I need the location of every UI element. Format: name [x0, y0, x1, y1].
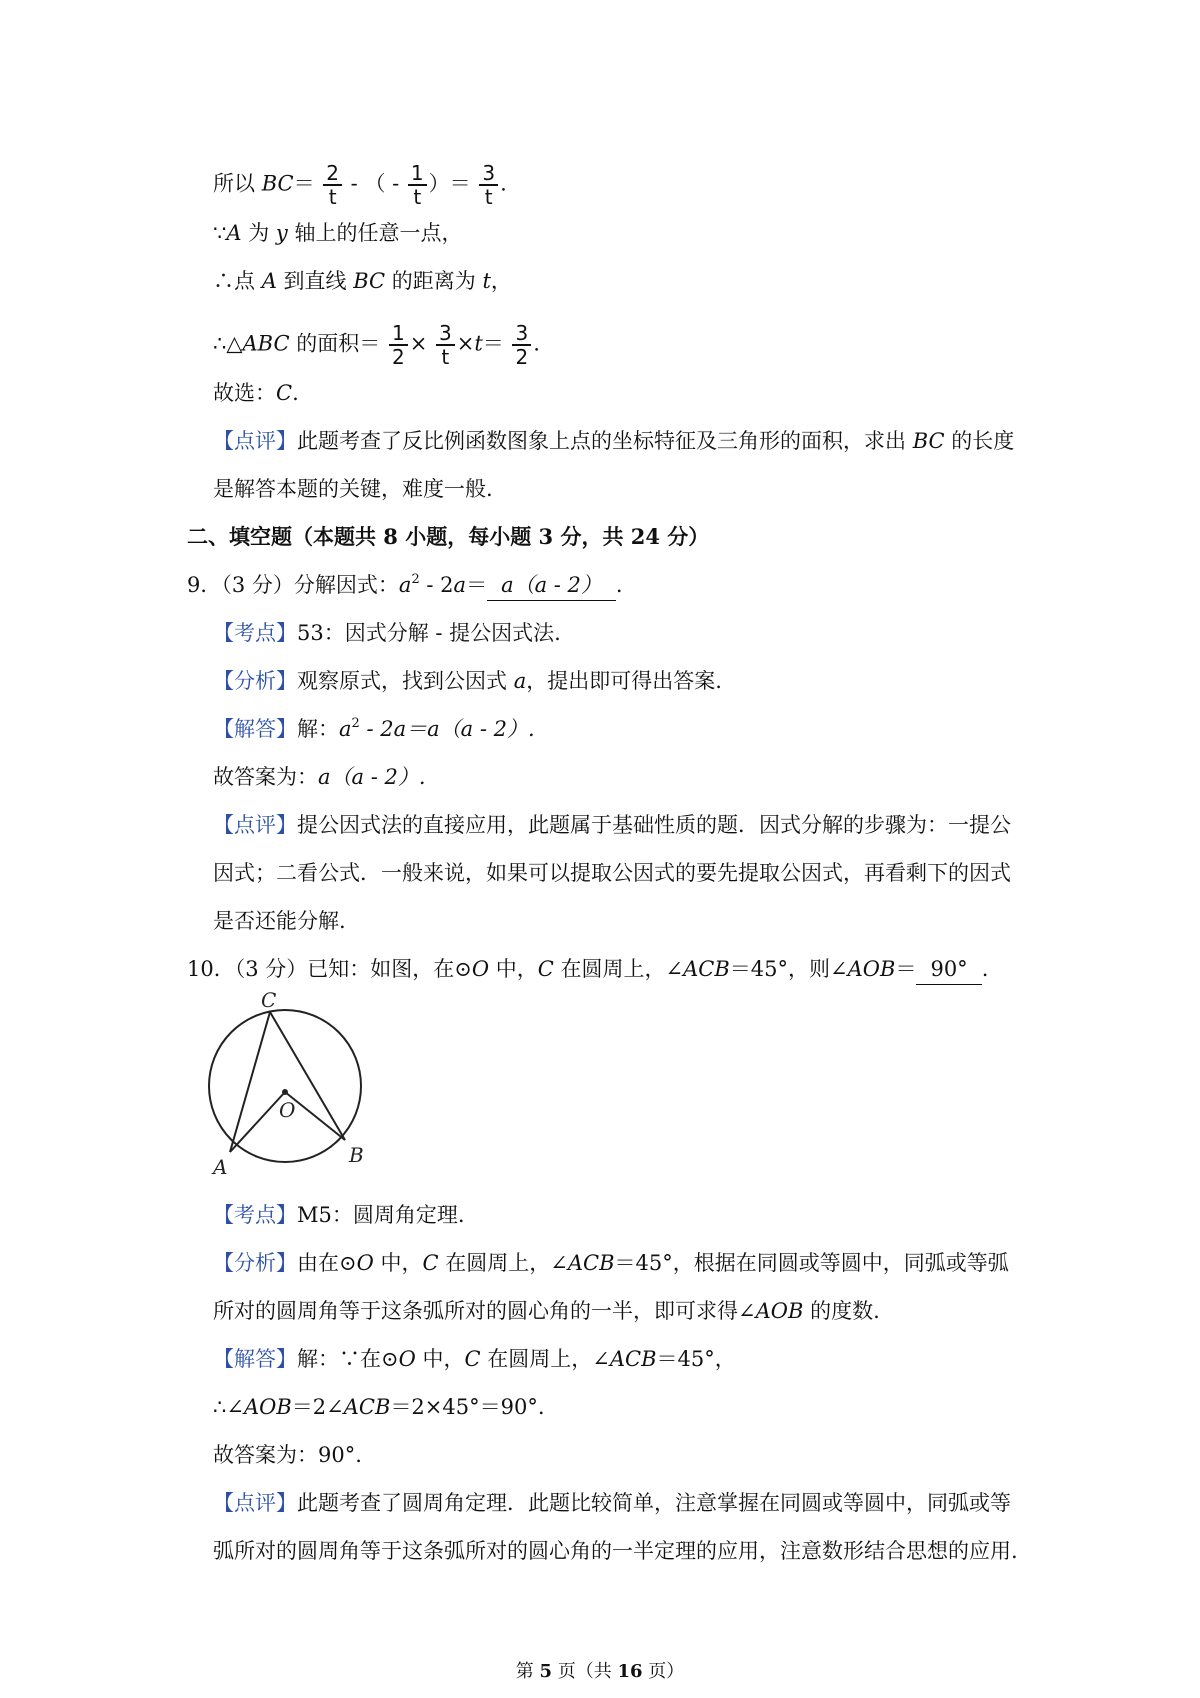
text: 中，	[415, 1347, 465, 1371]
q9-review-1	[213, 810, 1011, 840]
prev-bc-line	[213, 162, 507, 208]
text: 故答案为：	[213, 765, 318, 789]
fenxi-tag: 【分析】	[213, 1251, 297, 1275]
text: 解：	[297, 717, 339, 741]
q9-jieda	[213, 714, 535, 744]
text: 由在⊙	[297, 1251, 357, 1275]
prev-area-line	[213, 322, 540, 368]
fraction	[479, 162, 498, 208]
text: ＝	[482, 331, 504, 356]
text: 轴上的任意一点，	[287, 221, 463, 245]
q10-fenxi-1	[213, 1248, 1009, 1278]
text: ＝2∠	[291, 1395, 344, 1419]
text: 为	[241, 221, 276, 245]
text: ＝45°，则∠	[729, 957, 848, 981]
text: 观察原式，找到公因式	[297, 669, 514, 693]
math-var: A	[261, 269, 277, 293]
math-var: BC	[912, 429, 945, 453]
jieda-tag: 【解答】	[213, 717, 297, 741]
math-var: O	[356, 1251, 374, 1275]
text: 在圆周上，∠	[438, 1251, 568, 1275]
math-var: y	[275, 221, 288, 245]
math-var: BC	[353, 269, 386, 293]
center-point	[282, 1089, 288, 1095]
text: - 2	[419, 573, 454, 597]
text: 在圆周上，∠	[553, 957, 684, 981]
text: ＝45°，	[656, 1347, 736, 1371]
math-var: a	[513, 669, 527, 693]
text: ∴点	[213, 269, 262, 293]
math-var: ACB	[609, 1347, 657, 1371]
q9-kaodian	[213, 618, 561, 648]
label-b: B	[349, 1143, 364, 1167]
denominator: t	[484, 185, 493, 209]
jieda-tag: 【解答】	[213, 1347, 297, 1371]
page-footer	[0, 1660, 1200, 1684]
text: ）＝	[428, 171, 471, 196]
math-var: a	[453, 573, 467, 597]
math-var: AOB	[847, 957, 896, 981]
text: .	[292, 381, 299, 405]
text: .	[533, 331, 540, 356]
review-tag: 【点评】	[213, 813, 297, 837]
question-9	[187, 570, 623, 601]
math-var: C	[464, 1347, 481, 1371]
text: 到直线	[276, 269, 354, 293]
text: ＝2×45°＝90°.	[390, 1395, 545, 1419]
denominator: t	[441, 345, 450, 369]
denominator: 2	[391, 345, 405, 369]
text: 解：∵在⊙	[297, 1347, 399, 1371]
math-var: ACB	[567, 1251, 615, 1275]
total-pages: 16	[617, 1661, 643, 1682]
math-var: t	[482, 269, 491, 293]
question-number: 9．（3 分）分解因式：	[187, 573, 399, 597]
text: ，	[490, 269, 512, 293]
q10-jieda-1	[213, 1344, 736, 1374]
text: ×	[409, 331, 428, 356]
q10-review-2: 弧所对的圆周角等于这条弧所对的圆心角的一半定理的应用，注意数形结合思想的应用.	[213, 1539, 1018, 1563]
math-var: ACB	[683, 957, 730, 981]
circle-o	[209, 1010, 361, 1162]
math-expr: a（a - 2）.	[318, 765, 426, 789]
review-tag: 【点评】	[213, 1491, 297, 1515]
numerator: 3	[479, 162, 498, 186]
text: 页（共	[552, 1661, 618, 1682]
text: 此题考查了反比例函数图象上点的坐标特征及三角形的面积，求出	[297, 429, 913, 453]
exponent: 2	[351, 716, 360, 731]
numerator: 3	[436, 322, 455, 346]
text: 故选：	[213, 381, 276, 405]
label-a: A	[213, 1155, 228, 1179]
numerator: 1	[408, 162, 427, 186]
q10-jieda-2	[213, 1392, 545, 1422]
q9-review-3: 是否还能分解.	[213, 909, 346, 933]
text: 页）	[642, 1661, 685, 1682]
q9-review-2: 因式；二看公式．一般来说，如果可以提取公因式的要先提取公因式，再看剩下的因式	[213, 861, 1011, 885]
q10-review-1	[213, 1488, 1011, 1518]
question-number: 10．（3 分）已知：如图，在⊙	[187, 957, 472, 981]
fenxi-tag: 【分析】	[213, 669, 297, 693]
prev-review-line-1	[213, 426, 1014, 456]
section-title: 二、填空题（本题共 8 小题，每小题 3 分，共 24 分）	[187, 524, 710, 549]
answer-blank: a（a - 2）	[487, 570, 616, 601]
denominator: t	[413, 185, 422, 209]
review-tag: 【点评】	[213, 429, 297, 453]
denominator: t	[328, 185, 337, 209]
text: - （ -	[344, 171, 406, 196]
text: ＝	[895, 957, 917, 981]
q9-fenxi	[213, 666, 722, 696]
text: ∴∠	[213, 1395, 244, 1419]
numerator: 2	[323, 162, 342, 186]
kaodian-tag: 【考点】	[213, 621, 297, 645]
math-var: AOB	[755, 1299, 804, 1323]
math-expr: - 2a＝a（a - 2）.	[359, 717, 535, 741]
math-var: O	[471, 957, 490, 981]
text: 中，	[489, 957, 538, 981]
math-var: BC	[261, 171, 294, 196]
prev-choice	[213, 378, 299, 408]
text: 提公因式法的直接应用，此题属于基础性质的题．因式分解的步骤为：一提公	[297, 813, 1011, 837]
math-var: a	[339, 717, 352, 741]
q9-answer	[213, 762, 426, 792]
math-var: C	[276, 381, 293, 405]
math-var: ABC	[242, 331, 290, 356]
text: ∵	[213, 221, 227, 245]
text: M5：圆周角定理.	[297, 1203, 465, 1227]
numerator: 3	[512, 322, 531, 346]
fraction	[389, 322, 408, 368]
math-var: t	[474, 331, 483, 356]
text: 第	[515, 1661, 540, 1682]
question-10	[187, 954, 988, 985]
circle-figure	[205, 990, 375, 1180]
kaodian-tag: 【考点】	[213, 1203, 297, 1227]
text: 中，	[373, 1251, 423, 1275]
page-number: 5	[539, 1661, 552, 1682]
math-var: C	[422, 1251, 439, 1275]
fraction	[408, 162, 427, 208]
denominator: 2	[515, 345, 529, 369]
text: 的面积＝	[289, 331, 381, 356]
math-var: a	[398, 573, 412, 597]
text: 53：因式分解 - 提公因式法.	[297, 621, 561, 645]
q10-fenxi-2	[213, 1296, 880, 1326]
text: 此题考查了圆周角定理．此题比较简单，注意掌握在同圆或等圆中，同弧或等	[297, 1491, 1011, 1515]
math-var: O	[398, 1347, 416, 1371]
label-c: C	[261, 990, 277, 1012]
q10-answer: 故答案为：90°.	[213, 1443, 362, 1467]
q10-kaodian	[213, 1200, 465, 1230]
numerator: 1	[389, 322, 408, 346]
text: .	[615, 573, 623, 597]
fraction	[323, 162, 342, 208]
label-o: O	[279, 1098, 296, 1122]
text: 所对的圆周角等于这条弧所对的圆心角的一半，即可求得∠	[213, 1299, 756, 1323]
text: ×	[456, 331, 475, 356]
prev-review-line-2	[213, 474, 493, 504]
text: 的长度	[944, 429, 1015, 453]
text: ＝45°，根据在同圆或等圆中，同弧或等弧	[614, 1251, 1009, 1275]
text: 所以	[213, 171, 262, 196]
text: 是解答本题的关键，难度一般.	[213, 477, 493, 501]
math-var: ACB	[343, 1395, 391, 1419]
math-var: C	[537, 957, 554, 981]
text: ，提出即可得出答案.	[526, 669, 722, 693]
text: ＝	[466, 573, 488, 597]
text: 的距离为	[385, 269, 483, 293]
math-var: AOB	[243, 1395, 292, 1419]
exponent: 2	[411, 572, 420, 587]
math-var: A	[226, 221, 242, 245]
text: ＝	[293, 171, 315, 196]
text: 的度数.	[803, 1299, 880, 1323]
text: ∴△	[213, 331, 243, 356]
fraction	[436, 322, 455, 368]
answer-blank: 90°	[916, 954, 981, 985]
fraction	[512, 322, 531, 368]
prev-line-3	[213, 266, 512, 296]
text: .	[500, 171, 507, 196]
text: 在圆周上，∠	[480, 1347, 610, 1371]
prev-line-2	[213, 218, 462, 248]
text: .	[981, 957, 989, 981]
